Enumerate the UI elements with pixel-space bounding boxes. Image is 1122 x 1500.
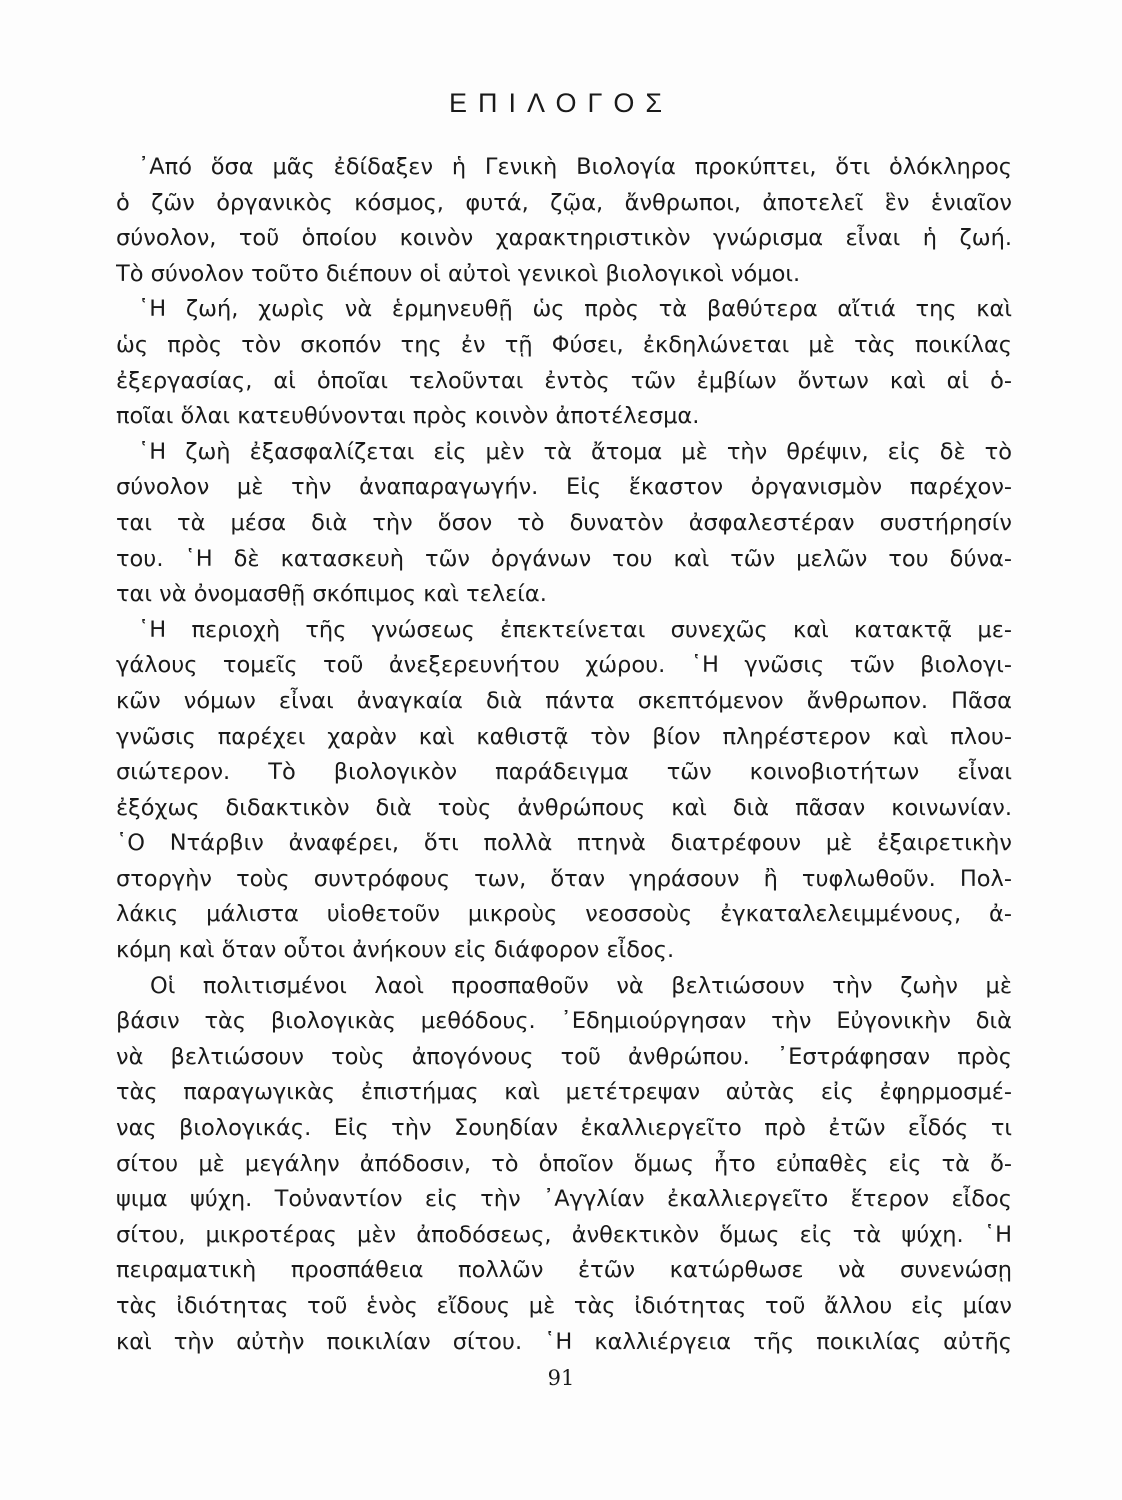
text-line: κόμη καὶ ὅταν οὗτοι ἀνήκουν εἰς διάφορον εἶδος. [116,937,675,964]
text-line: σίτου μὲ μεγάλην ἀπόδοσιν, τὸ ὁποῖον ὅμως ἦτο εὐπαθὲς εἰς τὰ ὄ- [116,1150,1012,1177]
text-line: ται τὰ μέσα διὰ τὴν ὅσον τὸ δυνατὸν ἀσφαλεστέραν συστήρησίν [116,509,1012,536]
text-line: ῾Η ζωή, χωρὶς νὰ ἑρμηνευθῇ ὡς πρὸς τὰ βαθύτερα αἴτιά της καὶ [138,296,1012,323]
text-line: βάσιν τὰς βιολογικὰς μεθόδους. ᾿Εδημιούργησαν τὴν Εὐγονικὴν διὰ [116,1008,1012,1035]
text-line: Οἱ πολιτισμένοι λαοὶ προσπαθοῦν νὰ βελτιώσουν τὴν ζωὴν μὲ [150,972,1012,999]
text-line: σίτου, μικροτέρας μὲν ἀποδόσεως, ἀνθεκτικὸν ὅμως εἰς τὰ ψύχη. ῾Η [116,1221,1012,1248]
text-line: γάλους τομεῖς τοῦ ἀνεξερευνήτου χώρου. ῾Η γνῶσις τῶν βιολογι- [116,652,1012,679]
text-line: ἐξεργασίας, αἱ ὁποῖαι τελοῦνται ἐντὸς τῶν ἐμβίων ὄντων καὶ αἱ ὁ- [116,367,1012,394]
text-line: Τὸ σύνολον τοῦτο διέπουν οἱ αὐτοὶ γενικοὶ βιολογικοὶ νόμοι. [116,260,801,287]
text-line: ποῖαι ὅλαι κατευθύνονται πρὸς κοινὸν ἀποτέλεσμα. [116,403,700,430]
text-line: ῾Ο Ντάρβιν ἀναφέρει, ὅτι πολλὰ πτηνὰ διατρέφουν μὲ ἐξαιρετικὴν [116,830,1012,857]
text-line: ἐξόχως διδακτικὸν διὰ τοὺς ἀνθρώπους καὶ διὰ πᾶσαν κοινωνίαν. [116,794,1012,821]
text-line: σύνολον μὲ τὴν ἀναπαραγωγήν. Εἰς ἕκαστον ὀργανισμὸν παρέχον- [116,474,1012,501]
text-line: σύνολον, τοῦ ὁποίου κοινὸν χαρακτηριστικὸν γνώρισμα εἶναι ἡ ζωή. [116,225,1012,252]
text-line: γνῶσις παρέχει χαρὰν καὶ καθιστᾷ τὸν βίον πληρέστερον καὶ πλου- [116,723,1012,750]
text-line: νὰ βελτιώσουν τοὺς ἀπογόνους τοῦ ἀνθρώπου. ᾿Εστράφησαν πρὸς [116,1043,1012,1070]
text-line: ψιμα ψύχη. Τοὐναντίον εἰς τὴν ᾿Αγγλίαν ἐκαλλιεργεῖτο ἕτερον εἶδος [116,1186,1012,1213]
text-line: πειραματικὴ προσπάθεια πολλῶν ἐτῶν κατώρθωσε νὰ συνενώσῃ [116,1257,1012,1284]
text-line: ὁ ζῶν ὀργανικὸς κόσμος, φυτά, ζῷα, ἄνθρωποι, ἀποτελεῖ ἓν ἑνιαῖον [116,189,1012,216]
text-line: του. ῾Η δὲ κατασκευὴ τῶν ὀργάνων του καὶ τῶν μελῶν του δύνα- [116,545,1012,572]
chapter-title: ΕΠΙΛΟΓΟΣ [448,88,674,118]
text-line: στοργὴν τοὺς συντρόφους των, ὅταν γηράσουν ἢ τυφλωθοῦν. Πολ- [116,865,1012,892]
text-line: τὰς ἰδιότητας τοῦ ἑνὸς εἴδους μὲ τὰς ἰδιότητας τοῦ ἄλλου εἰς μίαν [116,1293,1012,1319]
text-line: λάκις μάλιστα υἱοθετοῦν μικροὺς νεοσσοὺς ἐγκαταλελειμμένους, ἀ- [116,901,1012,928]
text-line: σιώτερον. Τὸ βιολογικὸν παράδειγμα τῶν κοινοβιοτήτων εἶναι [116,759,1012,786]
text-line: νας βιολογικάς. Εἰς τὴν Σουηδίαν ἐκαλλιεργεῖτο πρὸ ἐτῶν εἶδός τι [116,1115,1012,1142]
text-line: καὶ τὴν αὐτὴν ποικιλίαν σίτου. ῾Η καλλιέργεια τῆς ποικιλίας αὐτῆς [116,1328,1012,1355]
text-line: ται νὰ ὀνομασθῇ σκόπιμος καὶ τελεία. [116,581,547,608]
body-text [116,150,1012,1360]
text-line: ᾿Από ὅσα μᾶς ἐδίδαξεν ἡ Γενικὴ Βιολογία προκύπτει, ὅτι ὁλόκληρος [138,154,1012,180]
text-line: τὰς παραγωγικὰς ἐπιστήμας καὶ μετέτρεψαν αὐτὰς εἰς ἐφηρμοσμέ- [116,1079,1012,1106]
text-line: ὡς πρὸς τὸν σκοπόν της ἐν τῇ Φύσει, ἐκδηλώνεται μὲ τὰς ποικίλας [116,331,1012,358]
text-line: ῾Η περιοχὴ τῆς γνώσεως ἐπεκτείνεται συνεχῶς καὶ κατακτᾷ με- [138,616,1012,643]
page-number: 91 [547,1366,575,1390]
text-line: κῶν νόμων εἶναι ἀναγκαία διὰ πάντα σκεπτόμενον ἄνθρωπον. Πᾶσα [116,687,1012,714]
text-line: ῾Η ζωὴ ἐξασφαλίζεται εἰς μὲν τὰ ἄτομα μὲ τὴν θρέψιν, εἰς δὲ τὸ [138,438,1012,465]
